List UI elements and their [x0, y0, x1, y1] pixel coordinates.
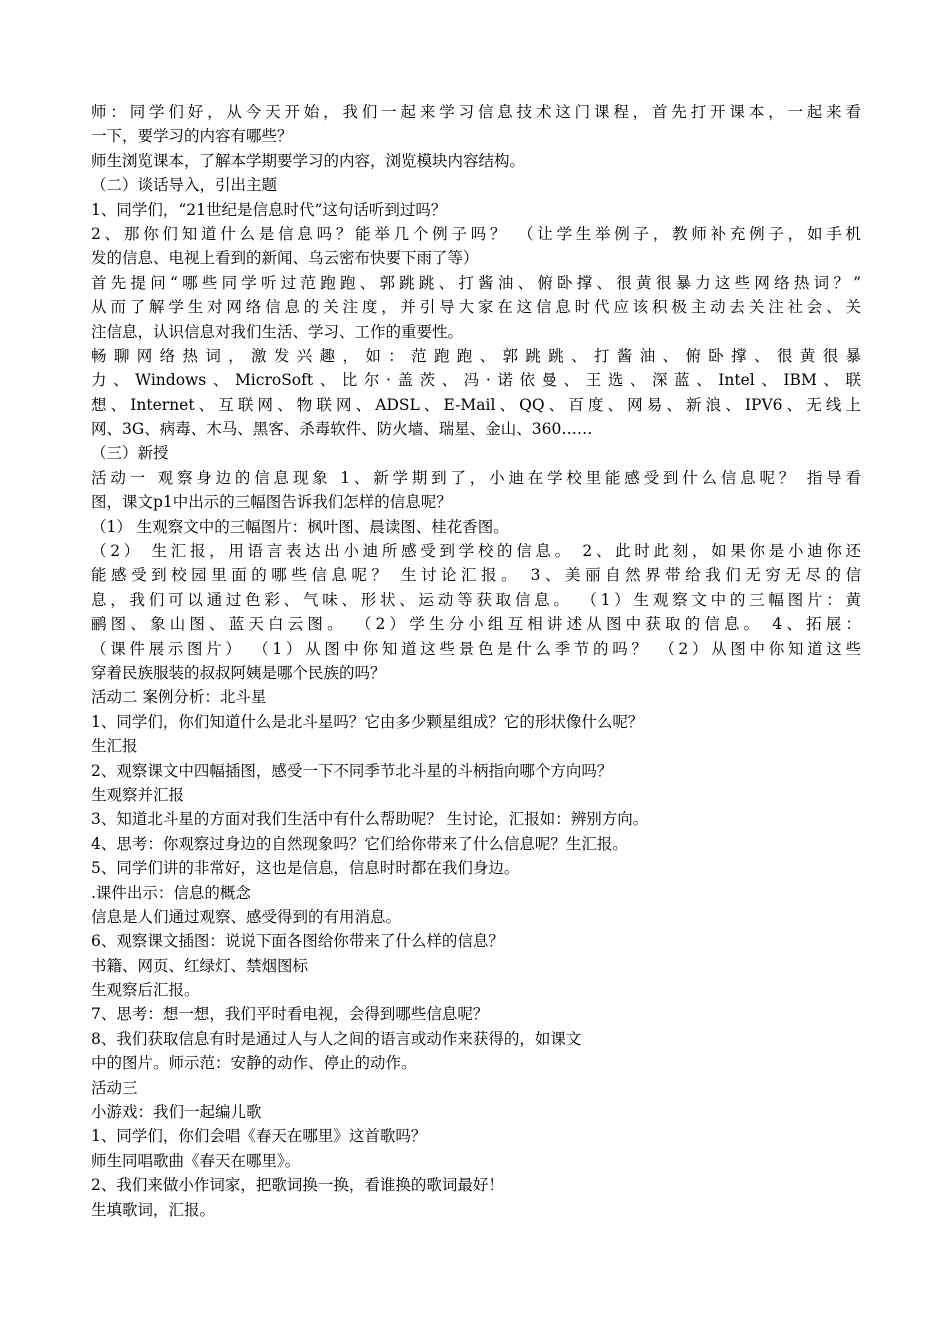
text-line: （课件展示图片） （1）从图中你知道这些景色是什么季节的吗？ （2）从图中你知道这些: [91, 639, 861, 658]
text-line: 鹂图、象山图、蓝天白云图。 （2）学生分小组互相讲述从图中获取的信息。 4、拓展：: [91, 615, 861, 634]
text-line: （1） 生观察文中的三幅图片：枫叶图、晨读图、桂花香图。: [91, 517, 509, 536]
text-line: 小游戏：我们一起编儿歌: [91, 1103, 262, 1122]
text-line: 息，我们可以通过色彩、气味、形状、运动等获取信息。 （1）生观察文中的三幅图片：黄: [91, 590, 861, 609]
text-line: 中的图片。师示范：安静的动作、停止的动作。: [91, 1054, 417, 1073]
text-line: 1、同学们，“21世纪是信息时代”这句话听到过吗？: [91, 200, 447, 219]
text-line: 书籍、网页、红绿灯、禁烟图标: [91, 956, 309, 975]
text-line: 力、Windows、MicroSoft、比尔·盖茨、冯·诺依曼、王选、深蓝、Intel、IBM、联: [91, 371, 861, 390]
text-line: 生汇报: [91, 737, 138, 756]
text-line: 畅聊网络热词，激发兴趣，如：范跑跑、郭跳跳、打酱油、俯卧撑、很黄很暴: [91, 346, 861, 365]
text-line: 师生同唱歌曲《春天在哪里》。: [91, 1151, 301, 1170]
text-line: 活动一 观察身边的信息现象 1、新学期到了，小迪在学校里能感受到什么信息呢？ 指导看: [91, 468, 861, 487]
text-line: 8、我们获取信息有时是通过人与人之间的语言或动作来获得的，如课文: [91, 1029, 582, 1048]
text-line: 7、思考：想一想，我们平时看电视，会得到哪些信息呢？: [91, 1005, 489, 1024]
section-heading: （二）谈话导入，引出主题: [91, 176, 278, 195]
text-line: 信息是人们通过观察、感受得到的有用消息。: [91, 907, 402, 926]
text-line: 想、Internet、互联网、物联网、ADSL、E-Mail、QQ、百度、网易、新浪、IPV6、无线上: [91, 395, 861, 414]
text-line: 4、思考：你观察过身边的自然现象吗？它们给你带来了什么信息呢？生汇报。: [91, 834, 628, 853]
text-line: （2） 生汇报，用语言表达出小迪所感受到学校的信息。 2、此时此刻，如果你是小迪你还: [91, 542, 861, 561]
section-heading: 活动二 案例分析：北斗星: [91, 688, 267, 707]
text-line: 从而了解学生对网络信息的关注度，并引导大家在这信息时代应该积极主动去关注社会、关: [91, 298, 861, 317]
text-line: 生填歌词，汇报。: [91, 1200, 216, 1219]
section-heading: （三）新授: [91, 444, 169, 463]
text-line: 生观察后汇报。: [91, 981, 200, 1000]
section-heading: 活动三: [91, 1078, 138, 1097]
text-line: 1、同学们，你们知道什么是北斗星吗？它由多少颗星组成？它的形状像什么呢？: [91, 712, 644, 731]
text-line: 1、同学们，你们会唱《春天在哪里》这首歌吗？: [91, 1127, 427, 1146]
text-line: 师：同学们好，从今天开始，我们一起来学习信息技术这门课程，首先打开课本，一起来看: [91, 103, 861, 121]
text-line: 穿着民族服装的叔叔阿姨是哪个民族的吗？: [91, 663, 386, 682]
text-line: 2、那你们知道什么是信息吗？能举几个例子吗？ （让学生举例子，教师补充例子，如手机: [91, 224, 861, 243]
text-line: 生观察并汇报: [91, 785, 185, 804]
text-line: .课件出示：信息的概念: [91, 883, 251, 902]
text-line: 注信息，认识信息对我们生活、学习、工作的重要性。: [91, 322, 464, 341]
text-line: 2、观察课文中四幅插图，感受一下不同季节北斗星的斗柄指向哪个方向吗？: [91, 761, 613, 780]
document-page: [91, 100, 861, 1222]
text-line: 2、我们来做小作词家，把歌词换一换，看谁换的歌词最好！: [91, 1176, 504, 1195]
text-line: 6、观察课文插图：说说下面各图给你带来了什么样的信息？: [91, 932, 504, 951]
text-line: 3、知道北斗星的方面对我们生活中有什么帮助呢？ 生讨论，汇报如：辨别方向。: [91, 810, 649, 829]
text-line: 发的信息、电视上看到的新闻、乌云密布快要下雨了等）: [91, 249, 479, 268]
text-line: 首先提问“哪些同学听过范跑跑、郭跳跳、打酱油、俯卧撑、很黄很暴力这些网络热词？”: [91, 273, 861, 292]
text-line: 5、同学们讲的非常好，这也是信息，信息时时都在我们身边。: [91, 859, 520, 878]
text-line: 图，课文p1中出示的三幅图告诉我们怎样的信息呢？: [91, 493, 452, 512]
text-line: 能感受到校园里面的哪些信息呢？ 生讨论汇报。 3、美丽自然界带给我们无穷无尽的信: [91, 566, 861, 585]
text-line: 网、3G、病毒、木马、黑客、杀毒软件、防火墙、瑞星、金山、360……: [91, 420, 593, 439]
text-line: 一下，要学习的内容有哪些？: [91, 127, 293, 146]
text-line: 师生浏览课本，了解本学期要学习的内容，浏览模块内容结构。: [91, 151, 526, 170]
